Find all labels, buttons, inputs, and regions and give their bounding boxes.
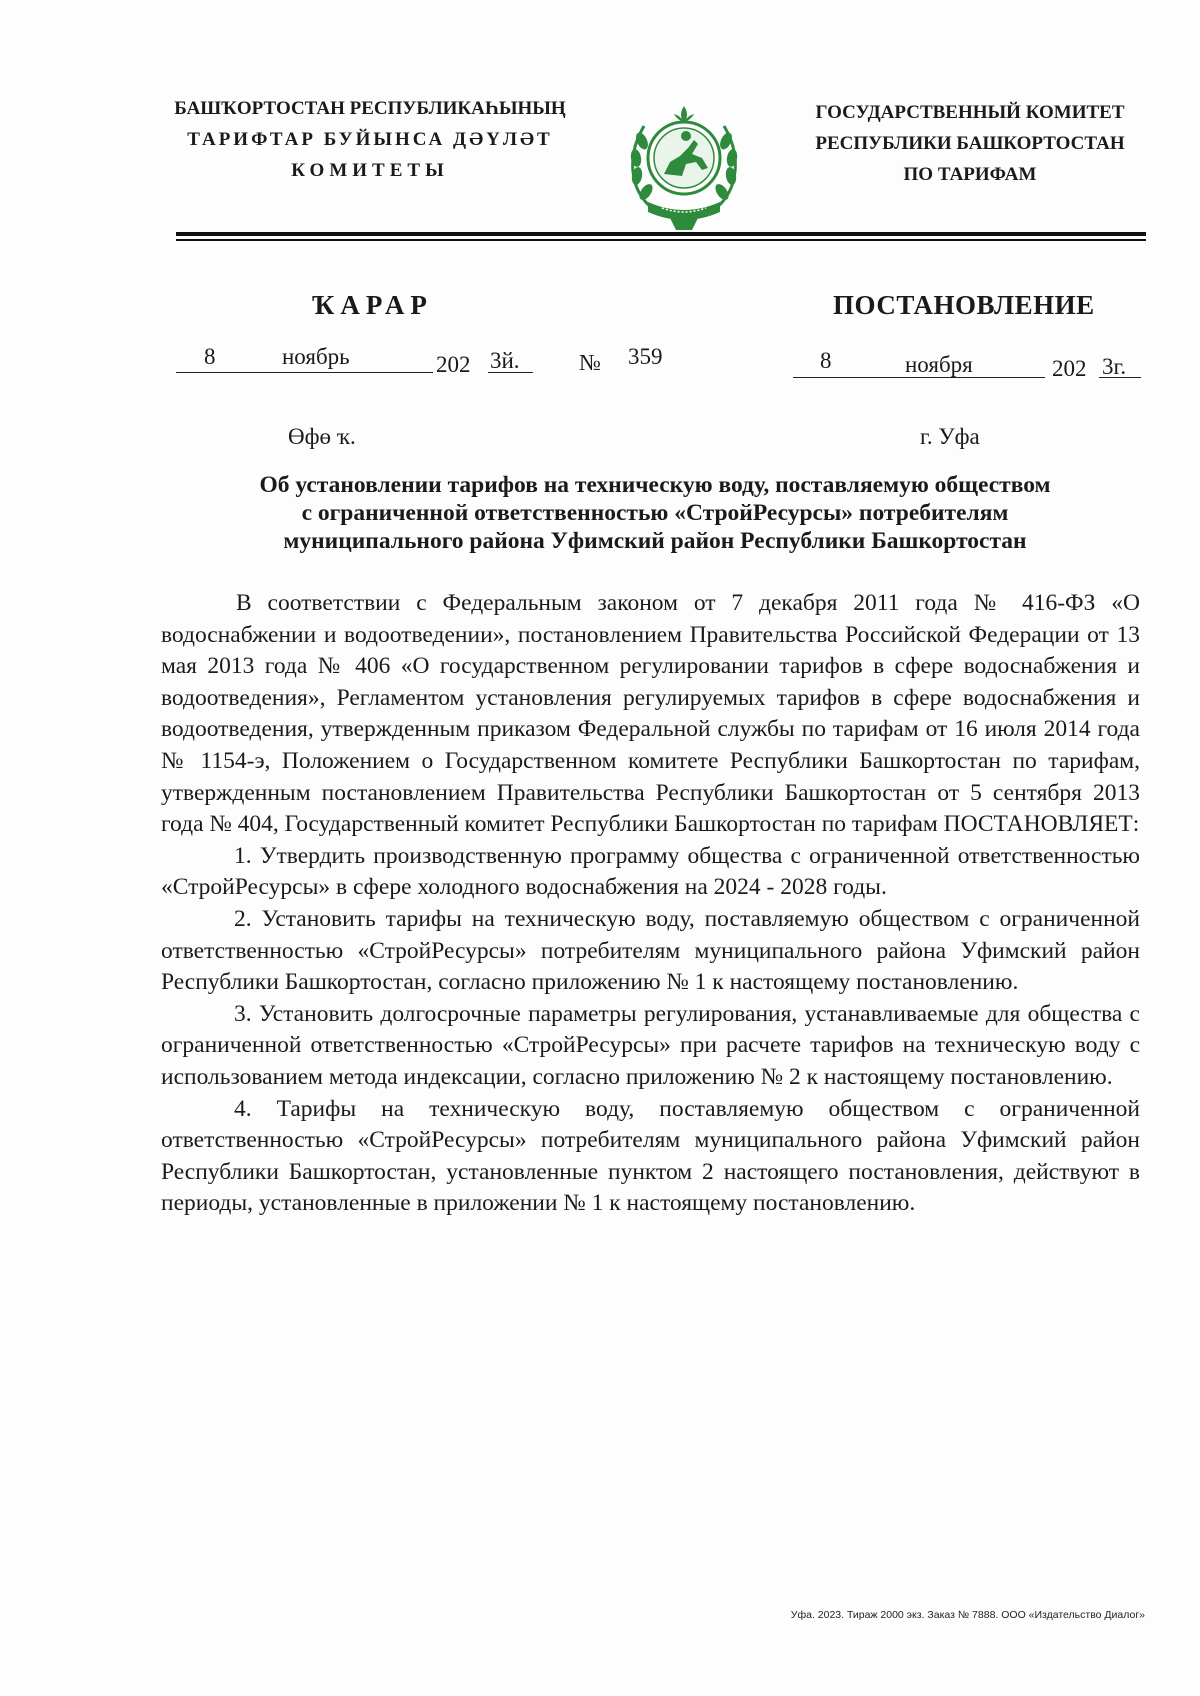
title-line2: с ограниченной ответственностью «СтройРесурсы» потребителям <box>301 500 1009 526</box>
coat-of-arms-icon <box>622 96 746 234</box>
document-title <box>160 471 1150 555</box>
date-right-month: ноября <box>905 352 973 377</box>
date-right-day: 8 <box>820 348 832 373</box>
document-number: 359 <box>628 344 663 369</box>
header-right-line1: ГОСУДАРСТВЕННЫЙ КОМИТЕТ <box>815 102 1125 123</box>
header-left-line2: ТАРИФТАР БУЙЫНСА ДӘҮЛӘТ <box>187 129 553 150</box>
header-left-block <box>170 93 570 186</box>
doc-kind-bashkir: ҠАРАР <box>312 290 433 320</box>
date-left-year-prefix: 202 <box>436 352 471 377</box>
item-2-paragraph: 2. Установить тарифы на техническую воду, поставляемую обществом с ограниченной ответственностью «СтройРесурсы» потребителям муниципального района Уфимский район Республики Башкортостан, согласно приложению № 1 к настоящему постановлению. <box>161 905 1140 996</box>
item-4-paragraph: 4. Тарифы на техническую воду, поставляемую обществом с ограниченной ответственностью «СтройРесурсы» потребителям муниципального района Уфимский район Республики Башкортостан, установленные пунктом 2 настоящего постановления, действуют в периоды, установленные в приложении № 1 к настоящему постановлению. <box>161 1095 1140 1217</box>
item-3-paragraph: 3. Установить долгосрочные параметры регулирования, устанавливаемые для общества с ограниченной ответственностью «СтройРесурсы» при расчете тарифов на техническую воду с использованием метода индексации, согласно приложению № 2 к настоящему постановлению. <box>161 1000 1140 1090</box>
number-sign: № <box>579 350 601 375</box>
header-left-line1: БАШҠОРТОСТАН РЕСПУБЛИКАҺЫНЫҢ <box>174 98 566 119</box>
title-line3: муниципального района Уфимский район Республики Башкортостан <box>283 528 1027 554</box>
document-body <box>161 588 1140 1220</box>
title-line1: Об установлении тарифов на техническую воду, поставляемую обществом <box>259 472 1051 498</box>
date-right-year-suffix: 3г. <box>1102 354 1127 379</box>
date-left-underline <box>176 372 433 373</box>
header-right-block <box>785 97 1155 190</box>
city-bashkir: Өфө ҡ. <box>288 424 356 449</box>
date-left-day: 8 <box>204 344 216 369</box>
date-line-left <box>0 344 1200 381</box>
header-rule-thin <box>176 239 1146 241</box>
header-right-line2: РЕСПУБЛИКИ БАШКОРТОСТАН <box>815 133 1125 154</box>
date-left-month: ноябрь <box>282 344 350 369</box>
print-imprint: Уфа. 2023. Тираж 2000 экз. Заказ № 7888. ООО «Издательство Диалог» <box>790 1609 1145 1621</box>
header-left-line3: КОМИТЕТЫ <box>291 160 449 181</box>
date-right-year-prefix: 202 <box>1052 356 1087 381</box>
city-russian: г. Уфа <box>920 424 980 449</box>
date-left-year-suffix: 3й. <box>490 348 520 373</box>
header-right-line3: ПО ТАРИФАМ <box>903 164 1037 185</box>
doc-kind-russian: ПОСТАНОВЛЕНИЕ <box>833 290 1095 320</box>
preamble-paragraph: В соответствии с Федеральным законом от 7 декабря 2011 года № 416-ФЗ «О водоснабжении и водоотведении», постановлением Правительства Российской Федерации от 13 мая 2013 года № 406 «О государственном регулировании тарифов в сфере водоснабжения и водоотведения», Регламентом установления регулируемых тарифов в сфере водоснабжения и водоотведения, утвержденным приказом Федеральной службы по тарифам от 16 июля 2014 года № 1154-э, Положением о Государственном комитете Республики Башкортостан по тарифам, утвержденным постановлением Правительства Республики Башкортостан от 5 сентября 2013 года № 404, Государственный комитет Республики Башкортостан по тарифам ПОСТАНОВЛЯЕТ: <box>161 590 1140 838</box>
item-1-paragraph: 1. Утвердить производственную программу общества с ограниченной ответственностью «СтройРесурсы» в сфере холодного водоснабжения на 2024 - 2028 годы. <box>161 842 1140 901</box>
header-rule-thick <box>176 232 1146 236</box>
